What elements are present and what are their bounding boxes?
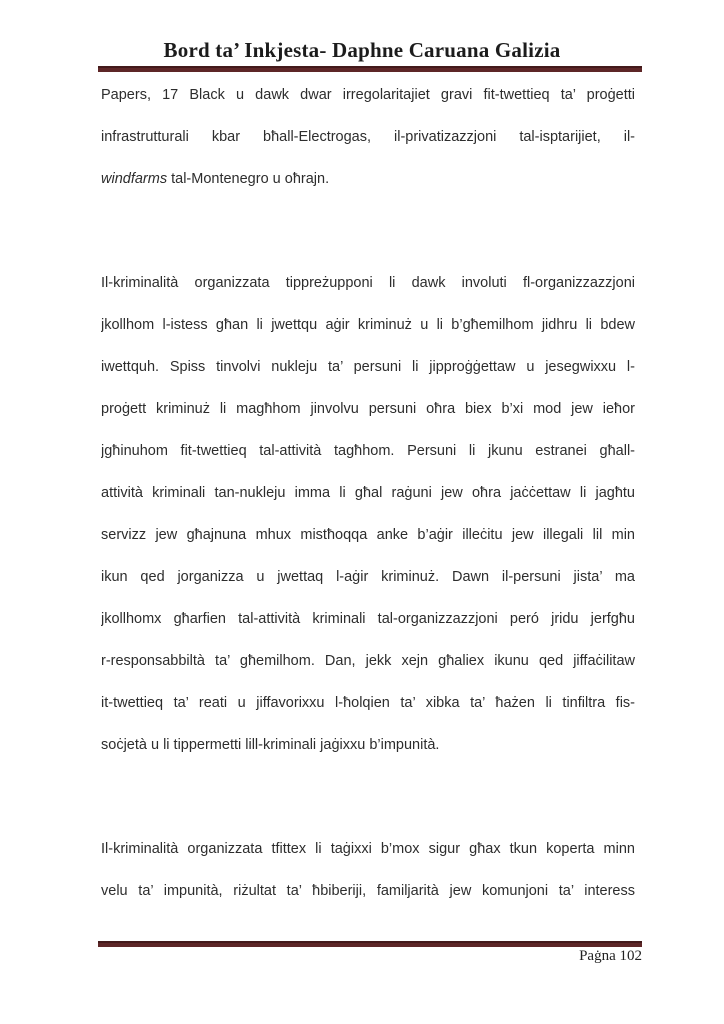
italic-term: windfarms [101, 171, 168, 187]
document-body [101, 74, 635, 912]
body-text-line: attività kriminali tan-nukleju imma li għal raġuni jew oħra jaċċettaw li jagħtu [101, 485, 635, 501]
body-text-line: r-responsabbiltà ta’ għemilhom. Dan, jekk xejn għaliex ikunu qed jiffaċilitaw [101, 653, 635, 669]
body-text-line: jkollhom l-istess għan li jwettqu aġir kriminuż u li b’għemilhom jidhru li bdew [101, 317, 635, 333]
body-text-line: iwettquh. Spiss tinvolvi nukleju ta’ persuni li jipproġġettaw u jesegwixxu l- [101, 359, 635, 375]
body-text-span: tal-Montenegro u oħrajn. [167, 171, 330, 187]
body-text-line [101, 158, 635, 200]
header-rule [98, 66, 642, 72]
body-text-line: velu ta’ impunità, riżultat ta’ ħbiberiji, familjarità jew komunjoni ta’ interess [101, 883, 635, 899]
paragraph-2 [101, 262, 635, 766]
footer-rule [98, 941, 642, 947]
body-text-line: Il-kriminalità organizzata tippreżupponi li dawk involuti fl-organizzazzjoni [101, 275, 635, 291]
body-text-line: jgħinuhom fit-twettieq tal-attività tagħhom. Persuni li jkunu estranei għall- [101, 443, 635, 459]
page-header-title: Bord ta’ Inkjesta- Daphne Caruana Galizia [163, 38, 561, 62]
paragraph-1 [101, 74, 635, 200]
body-text-line: ikun qed jorganizza u jwettaq l-aġir kriminuż. Dawn il-persuni jista’ ma [101, 569, 635, 585]
body-text-line: servizz jew għajnuna mhux mistħoqqa anke b’aġir illeċitu jew illegali lil min [101, 527, 635, 543]
body-text-line: infrastrutturali kbar bħall-Electrogas, il-privatizazzjoni tal-isptarijiet, il- [101, 129, 635, 145]
body-text-line: Il-kriminalità organizzata tfittex li taġixxi b’mox sigur għax tkun koperta minn [101, 841, 635, 857]
paragraph-3 [101, 828, 635, 912]
body-text-line: soċjetà u li tippermetti lill-kriminali jaġixxu b’impunità. [101, 737, 440, 753]
body-text-line: it-twettieq ta’ reati u jiffavorixxu l-ħolqien ta’ xibka ta’ ħażen li tinfiltra fis- [101, 695, 635, 711]
body-text-line: proġett kriminuż li magħhom jinvolvu persuni oħra biex b’xi mod jew ieħor [101, 401, 635, 417]
page-number: Paġna 102 [579, 948, 642, 964]
body-text-line: Papers, 17 Black u dawk dwar irregolaritajiet gravi fit-twettieq ta’ proġetti [101, 87, 635, 103]
body-text-line: jkollhomx għarfien tal-attività kriminali tal-organizzazzjoni peró jridu jerfgħu [101, 611, 635, 627]
